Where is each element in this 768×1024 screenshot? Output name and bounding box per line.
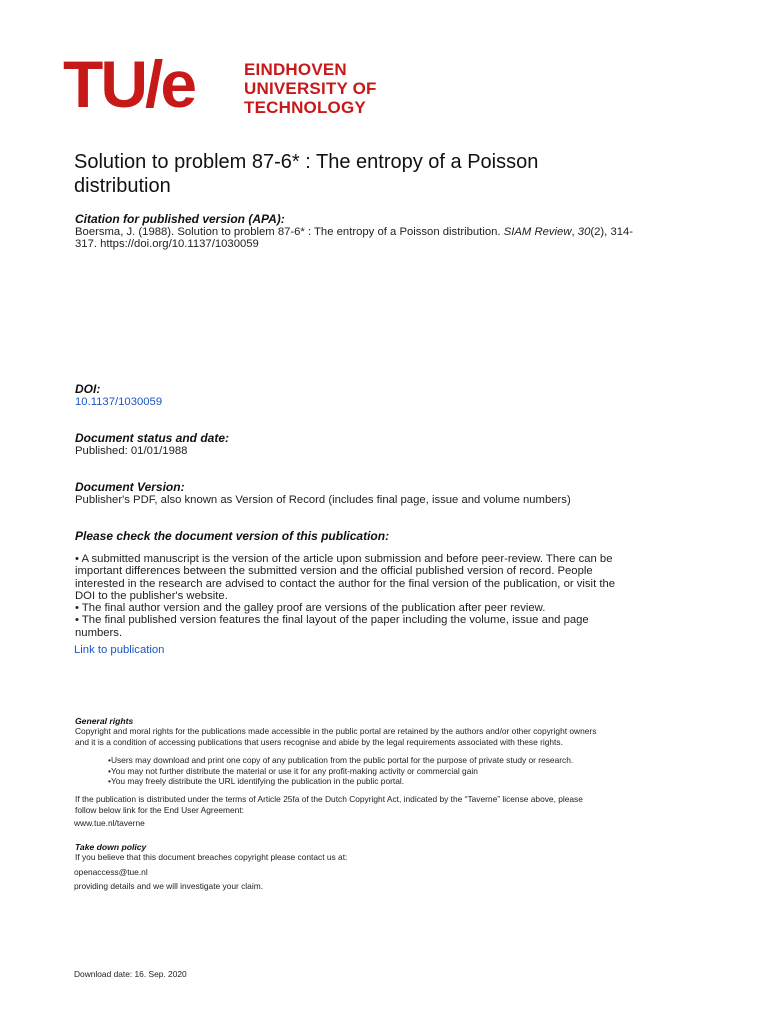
general-rights-label: General rights — [75, 716, 134, 726]
tue-logo-mark — [63, 56, 233, 116]
rights-bullet-list — [108, 755, 728, 787]
citation-doi-line: 317. https://doi.org/10.1137/1030059 — [75, 238, 259, 251]
university-line-1: EINDHOVEN — [244, 60, 347, 79]
taverne-text — [75, 794, 735, 815]
takedown-line-2: providing details and we will investigate your claim. — [74, 881, 263, 891]
tue-logo-mark-text: TU/e — [63, 56, 195, 116]
citation-comma: , — [571, 226, 578, 238]
check-line-2: important differences between the submitted version and the official published version of record. People — [75, 565, 593, 578]
general-rights-section — [75, 716, 735, 747]
tue-logo — [63, 56, 403, 126]
check-text — [75, 553, 755, 639]
status-label: Document status and date: — [75, 431, 230, 445]
publication-title — [74, 150, 694, 198]
check-line-3: interested in the research are advised to contact the author for the final version of the publication, or visit the — [75, 577, 616, 590]
doi-section — [75, 382, 725, 408]
takedown-label: Take down policy — [75, 842, 147, 852]
link-to-publication[interactable]: Link to publication — [74, 644, 165, 656]
title-line-2: distribution — [74, 175, 171, 197]
check-line-7: numbers. — [75, 626, 123, 639]
rights-bullet-2: • You may not further distribute the material or use it for any profit-making activity or commercial gain — [108, 766, 728, 777]
citation-label: Citation for published version (APA): — [75, 212, 285, 226]
takedown-line-1: If you believe that this document breaches copyright please contact us at: — [75, 852, 348, 862]
version-label: Document Version: — [75, 480, 185, 494]
university-line-3: TECHNOLOGY — [244, 98, 366, 117]
doi-label: DOI: — [75, 382, 101, 396]
general-rights-line-1: Copyright and moral rights for the publications made accessible in the public portal are retained by the authors and/or other copyright owners — [75, 726, 597, 736]
taverne-link[interactable]: www.tue.nl/taverne — [74, 818, 145, 828]
version-value: Publisher's PDF, also known as Version of Record (includes final page, issue and volume numbers) — [75, 494, 571, 506]
citation-volume: 30 — [577, 226, 591, 238]
citation-pages: (2), 314- — [590, 226, 634, 238]
citation-journal: SIAM Review — [503, 226, 572, 238]
takedown-email-link[interactable]: openaccess@tue.nl — [74, 867, 148, 877]
rights-bullet-1: • Users may download and print one copy of any publication from the public portal for the purpose of private study or research. — [108, 755, 728, 766]
rights-bullet-3: • You may freely distribute the URL identifying the publication in the public portal. — [108, 776, 728, 787]
general-rights-line-2: and it is a condition of accessing publications that users recognise and abide by the legal requirements associated with these rights. — [75, 736, 563, 747]
doi-link[interactable]: 10.1137/1030059 — [75, 396, 163, 408]
university-line-2: UNIVERSITY OF — [244, 79, 377, 98]
check-line-1: • A submitted manuscript is the version of the article upon submission and before peer-review. There can be — [75, 553, 613, 565]
check-line-6: • The final published version features the final layout of the paper including the volume, issue and page — [75, 614, 589, 627]
status-value: Published: 01/01/1988 — [75, 445, 188, 457]
university-name — [244, 60, 377, 117]
citation-section — [75, 212, 725, 251]
check-label: Please check the document version of this publication: — [75, 529, 390, 543]
takedown-section — [75, 842, 735, 863]
taverne-line-2: follow below link for the End User Agreement: — [75, 804, 244, 815]
title-line-1: Solution to problem 87-6* : The entropy of a Poisson — [74, 151, 539, 173]
check-line-4: DOI to the publisher's website. — [75, 589, 228, 602]
check-section — [75, 529, 755, 543]
check-line-5: • The final author version and the galley proof are versions of the publication after peer review. — [75, 602, 546, 615]
status-section — [75, 431, 725, 457]
version-section — [75, 480, 755, 506]
download-date: Download date: 16. Sep. 2020 — [74, 969, 187, 979]
taverne-line-1: If the publication is distributed under the terms of Article 25fa of the Dutch Copyright Act, indicated by the “Taverne” license above, please — [75, 794, 583, 804]
citation-authors: Boersma, J. (1988). Solution to problem 87-6* : The entropy of a Poisson distribution. — [75, 226, 504, 238]
citation-text — [75, 226, 725, 251]
